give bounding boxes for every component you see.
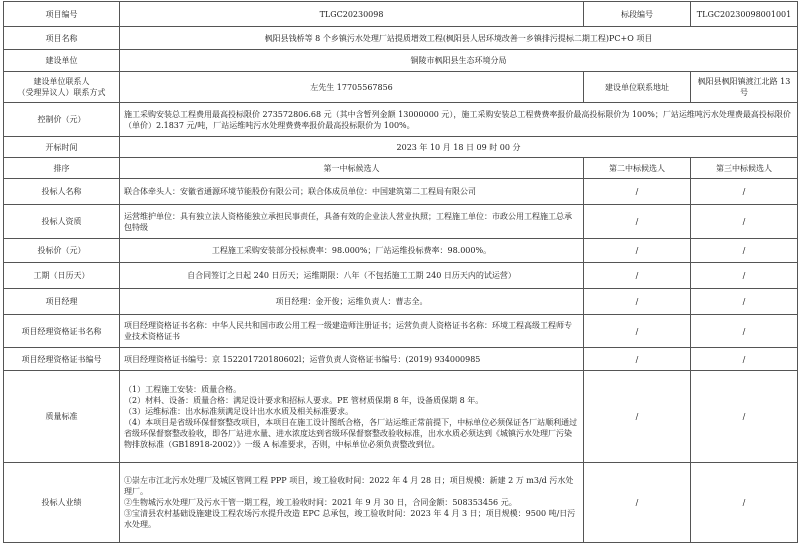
open-time-label: 开标时间 bbox=[4, 137, 120, 158]
manager-value: 项目经理：金开俊；运维负责人：曹志全。 bbox=[120, 289, 584, 315]
price-cap-value: 施工采购安装总工程费用最高投标限价 273572806.68 元（其中含暂列金额 13000000 元），施工采购安装总工程费费率报价最高投标限价为 100%；厂站运维吨污水处理费最高投标限价（单价）2.1837 元/吨，厂站运维吨污水处理费费率报价最高投标限价为 100%。 bbox=[120, 103, 798, 137]
cert-no-third: / bbox=[691, 348, 798, 371]
cert-no-second: / bbox=[584, 348, 691, 371]
bidder-qual-third: / bbox=[691, 205, 798, 239]
cert-name-second: / bbox=[584, 315, 691, 348]
bid-candidate-table bbox=[3, 1, 798, 543]
manager-second: / bbox=[584, 289, 691, 315]
contact-address-label: 建设单位联系地址 bbox=[584, 72, 691, 103]
performance-item-2: ②生物城污水处理厂及污水干管一期工程，竣工验收时间：2021 年 9 月 30 日，合同金额：508353456 元。 bbox=[124, 498, 517, 507]
performance-third: / bbox=[691, 463, 798, 543]
bidder-qual-label: 投标人资质 bbox=[4, 205, 120, 239]
lot-no-label: 标段编号 bbox=[584, 2, 691, 27]
contact-value: 左先生 17705567856 bbox=[120, 72, 584, 103]
row-bidder-qual bbox=[4, 205, 798, 239]
row-quality bbox=[4, 371, 798, 463]
quality-item-2: （2）材料、设备：质量合格：满足设计要求和招标人要求。PE 管材质保期 8 年，设备质保期 8 年。 bbox=[124, 395, 484, 405]
cert-no-value: 项目经理资格证书编号：京 152201720180602l；运营负责人资格证书编号：(2019) 934000985 bbox=[120, 348, 584, 371]
bidder-name-second: / bbox=[584, 179, 691, 205]
bid-price-third: / bbox=[691, 239, 798, 263]
bid-price-second: / bbox=[584, 239, 691, 263]
project-name-label: 项目名称 bbox=[4, 27, 120, 50]
manager-label: 项目经理 bbox=[4, 289, 120, 315]
bid-price-value: 工程施工采购安装部分投标费率：98.000%；厂站运维投标费率：98.000%。 bbox=[120, 239, 584, 263]
ranking-first: 第一中标候选人 bbox=[120, 158, 584, 179]
row-project-name bbox=[4, 27, 798, 50]
lot-no-value: TLGC20230098001001 bbox=[691, 2, 798, 27]
quality-third: / bbox=[691, 371, 798, 463]
owner-label: 建设单位 bbox=[4, 50, 120, 72]
bidder-name-label: 投标人名称 bbox=[4, 179, 120, 205]
bidder-qual-second: / bbox=[584, 205, 691, 239]
row-price-cap bbox=[4, 103, 798, 137]
row-bid-price bbox=[4, 239, 798, 263]
cert-no-label: 项目经理资格证书编号 bbox=[4, 348, 120, 371]
quality-label: 质量标准 bbox=[4, 371, 120, 463]
row-bidder-name bbox=[4, 179, 798, 205]
cert-name-third: / bbox=[691, 315, 798, 348]
owner-value: 铜陵市枫阳县生态环境分局 bbox=[120, 50, 798, 72]
open-time-value: 2023 年 10 月 18 日 09 时 00 分 bbox=[120, 137, 798, 158]
performance-second: / bbox=[584, 463, 691, 543]
row-ranking bbox=[4, 158, 798, 179]
contact-address-value: 枫阳县枫阳镇渡江北路 13 号 bbox=[691, 72, 798, 103]
quality-item-3: （3）运维标准：出水标准须满足设计出水水质及相关标准要求。 bbox=[124, 406, 354, 416]
duration-second: / bbox=[584, 263, 691, 289]
bid-notice-sheet bbox=[0, 1, 800, 531]
duration-third: / bbox=[691, 263, 798, 289]
ranking-third: 第三中标候选人 bbox=[691, 158, 798, 179]
contact-label bbox=[4, 72, 120, 103]
manager-third: / bbox=[691, 289, 798, 315]
bidder-name-third: / bbox=[691, 179, 798, 205]
quality-item-4: （4）本项目是省级环保督察整改项目，本项目在施工设计图纸合格，各厂站运维正常前提下，中标单位必须保证各厂站顺利通过省级环保督察整改验收，即各厂站进水量、进水浓度达到省级环保督察整改验收标准，出水水质必须达到《城镇污水处理厂污染物排放标准（GB18918-2002）》一级 A 标准要求，否则，中标单位必须负责整改到位。 bbox=[124, 417, 578, 449]
contact-label-line2: （受理异议人）联系方式 bbox=[17, 88, 106, 97]
row-open-time bbox=[4, 137, 798, 158]
performance-value bbox=[120, 463, 584, 543]
row-performance bbox=[4, 463, 798, 543]
ranking-second: 第二中标候选人 bbox=[584, 158, 691, 179]
price-cap-label: 控制价（元） bbox=[4, 103, 120, 137]
bid-price-label: 投标价（元） bbox=[4, 239, 120, 263]
quality-item-1: （1）工程施工安装：质量合格。 bbox=[124, 384, 242, 394]
row-owner bbox=[4, 50, 798, 72]
duration-label: 工期（日历天） bbox=[4, 263, 120, 289]
quality-value bbox=[120, 371, 584, 463]
project-name-value: 枫阳县钱桥等 8 个乡镇污水处理厂站提质增效工程(枫阳县人居环境改善一乡镇排污提标二期工程)PC+O 项目 bbox=[120, 27, 798, 50]
duration-value: 自合同签订之日起 240 日历天；运维期限：八年（不包括施工工期 240 日历天内的试运营） bbox=[120, 263, 584, 289]
bidder-name-value: 联合体牵头人：安徽省通源环境节能股份有限公司；联合体成员单位：中国建筑第二工程局有限公司 bbox=[120, 179, 584, 205]
cert-name-value: 项目经理资格证书名称：中华人民共和国市政公用工程一级建造师注册证书；运营负责人资格证书名称：环境工程高级工程师专业技术资格证书 bbox=[120, 315, 584, 348]
quality-second: / bbox=[584, 371, 691, 463]
performance-item-1: ①崇左市江北污水处理厂及城区管网工程 PPP 项目，竣工验收时间：2022 年 4 月 28 日；项目规模：新建 2 万 m3/d 污水处理厂。 bbox=[124, 476, 574, 496]
performance-label: 投标人业绩 bbox=[4, 463, 120, 543]
performance-item-3: ③宝清县农村基础设施建设工程农场污水提升改造 EPC 总承包，竣工验收时间：2023 年 4 月 3 日；项目规模：9500 吨/日污水处理。 bbox=[124, 509, 576, 529]
row-contact bbox=[4, 72, 798, 103]
row-project-no bbox=[4, 2, 798, 27]
project-no-value: TLGC20230098 bbox=[120, 2, 584, 27]
ranking-label: 排序 bbox=[4, 158, 120, 179]
contact-label-line1: 建设单位联系人 bbox=[33, 77, 90, 86]
project-no-label: 项目编号 bbox=[4, 2, 120, 27]
row-duration bbox=[4, 263, 798, 289]
row-cert-no bbox=[4, 348, 798, 371]
row-manager bbox=[4, 289, 798, 315]
row-cert-name bbox=[4, 315, 798, 348]
bidder-qual-value: 运营维护单位：具有独立法人资格能独立承担民事责任，具备有效的企业法人营业执照；工程施工单位：市政公用工程施工总承包特级 bbox=[120, 205, 584, 239]
cert-name-label: 项目经理资格证书名称 bbox=[4, 315, 120, 348]
